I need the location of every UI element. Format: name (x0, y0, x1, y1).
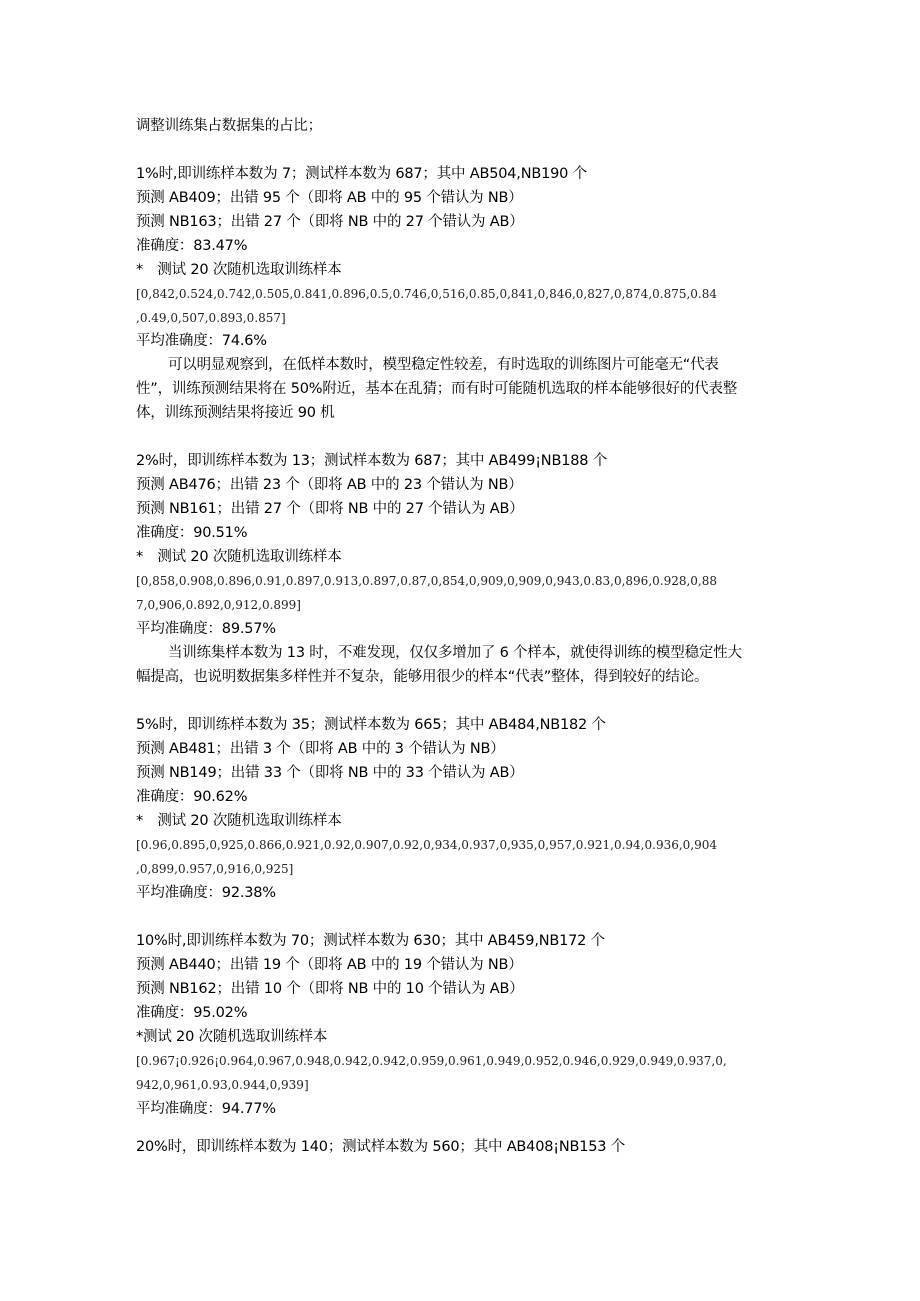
section-2-note-line1: 当训练集样本数为 13 时，不难发现，仅仅多增加了 6 个样本，就使得训练的模型稳定性大 (168, 645, 742, 661)
section-1-header: 1%时,即训练样本数为 7；测试样本数为 687；其中 AB504,NB190 个 (136, 166, 587, 182)
section-1-accuracy: 准确度：83.47% (136, 238, 248, 254)
section-3-average: 平均准确度：92.38% (136, 885, 276, 901)
section-2-test-label: * 测试 20 次随机选取训练样本 (136, 549, 342, 565)
section-3-list-line1: [0.96,0.895,0,925,0.866,0.921,0.92,0.907,0.92,0,934,0.937,0,935,0,957,0.921,0.94,0.936,0,904 (136, 838, 718, 852)
section-3-accuracy: 准确度：90.62% (136, 789, 248, 805)
section-1-test-label: * 测试 20 次随机选取训练样本 (136, 262, 342, 278)
section-4-pred-nb: 预测 NB162；出错 10 个（即将 NB 中的 10 个错认为 AB） (136, 981, 524, 997)
section-1-average: 平均准确度：74.6% (136, 333, 267, 349)
section-1-note-line2: 性”，训练预测结果将在 50%附近，基本在乱猜；而有时可能随机选取的样本能够很好的代表整 (136, 381, 738, 397)
section-1-pred-ab: 预测 AB409；出错 95 个（即将 AB 中的 95 个错认为 NB） (136, 190, 523, 206)
section-4-average: 平均准确度：94.77% (136, 1101, 276, 1117)
section-1-list-line2: ,0.49,0,507,0.893,0.857] (136, 311, 286, 325)
section-2-note-line2: 幅提高，也说明数据集多样性并不复杂，能够用很少的样本“代表”整体，得到较好的结论。 (136, 669, 709, 685)
section-2-header: 2%时，即训练样本数为 13；测试样本数为 687；其中 AB499¡NB188 个 (136, 453, 607, 469)
section-1-pred-nb: 预测 NB163；出错 27 个（即将 NB 中的 27 个错认为 AB） (136, 214, 524, 230)
section-4-pred-ab: 预测 AB440；出错 19 个（即将 AB 中的 19 个错认为 NB） (136, 957, 523, 973)
section-1-note-line1: 可以明显观察到，在低样本数时，模型稳定性较差，有时选取的训练图片可能毫无“代表 (168, 357, 719, 373)
section-2-average: 平均准确度：89.57% (136, 621, 276, 637)
section-3-pred-ab: 预测 AB481；出错 3 个（即将 AB 中的 3 个错认为 NB） (136, 741, 505, 757)
section-4-list-line2: 942,0,961,0.93,0.944,0,939] (136, 1078, 309, 1092)
section-2-pred-nb: 预测 NB161；出错 27 个（即将 NB 中的 27 个错认为 AB） (136, 501, 524, 517)
section-3-pred-nb: 预测 NB149；出错 33 个（即将 NB 中的 33 个错认为 AB） (136, 765, 524, 781)
section-4-accuracy: 准确度：95.02% (136, 1005, 248, 1021)
section-2-list-line1: [0,858,0.908,0.896,0.91,0.897,0.913,0.897,0.87,0,854,0,909,0,909,0,943,0.83,0,896,0.928,0,88 (136, 574, 718, 588)
section-2-list-line2: 7,0,906,0.892,0,912,0.899] (136, 598, 301, 612)
section-4-test-label: *测试 20 次随机选取训练样本 (136, 1029, 328, 1045)
section-5-header: 20%时，即训练样本数为 140；测试样本数为 560；其中 AB408¡NB153 个 (136, 1139, 626, 1155)
section-4-list-line1: [0.967¡0.926¡0.964,0.967,0.948,0.942,0.942,0.959,0.961,0.949,0.952,0.946,0.929,0.949,0.937,0, (136, 1054, 727, 1068)
section-3-header: 5%时，即训练样本数为 35；测试样本数为 665；其中 AB484,NB182 个 (136, 717, 606, 733)
section-2-pred-ab: 预测 AB476；出错 23 个（即将 AB 中的 23 个错认为 NB） (136, 477, 523, 493)
document-heading: 调整训练集占数据集的占比； (136, 118, 322, 134)
section-3-test-label: * 测试 20 次随机选取训练样本 (136, 813, 342, 829)
section-3-list-line2: ,0,899,0.957,0,916,0,925] (136, 862, 294, 876)
section-4-header: 10%时,即训练样本数为 70；测试样本数为 630；其中 AB459,NB172 个 (136, 933, 605, 949)
section-2-accuracy: 准确度：90.51% (136, 525, 248, 541)
section-1-list-line1: [0,842,0.524,0.742,0.505,0.841,0.896,0.5,0.746,0,516,0.85,0,841,0,846,0,827,0,874,0.875,0.84 (136, 287, 718, 301)
section-1-note-line3: 体，训练预测结果将接近 90 机 (136, 405, 335, 421)
